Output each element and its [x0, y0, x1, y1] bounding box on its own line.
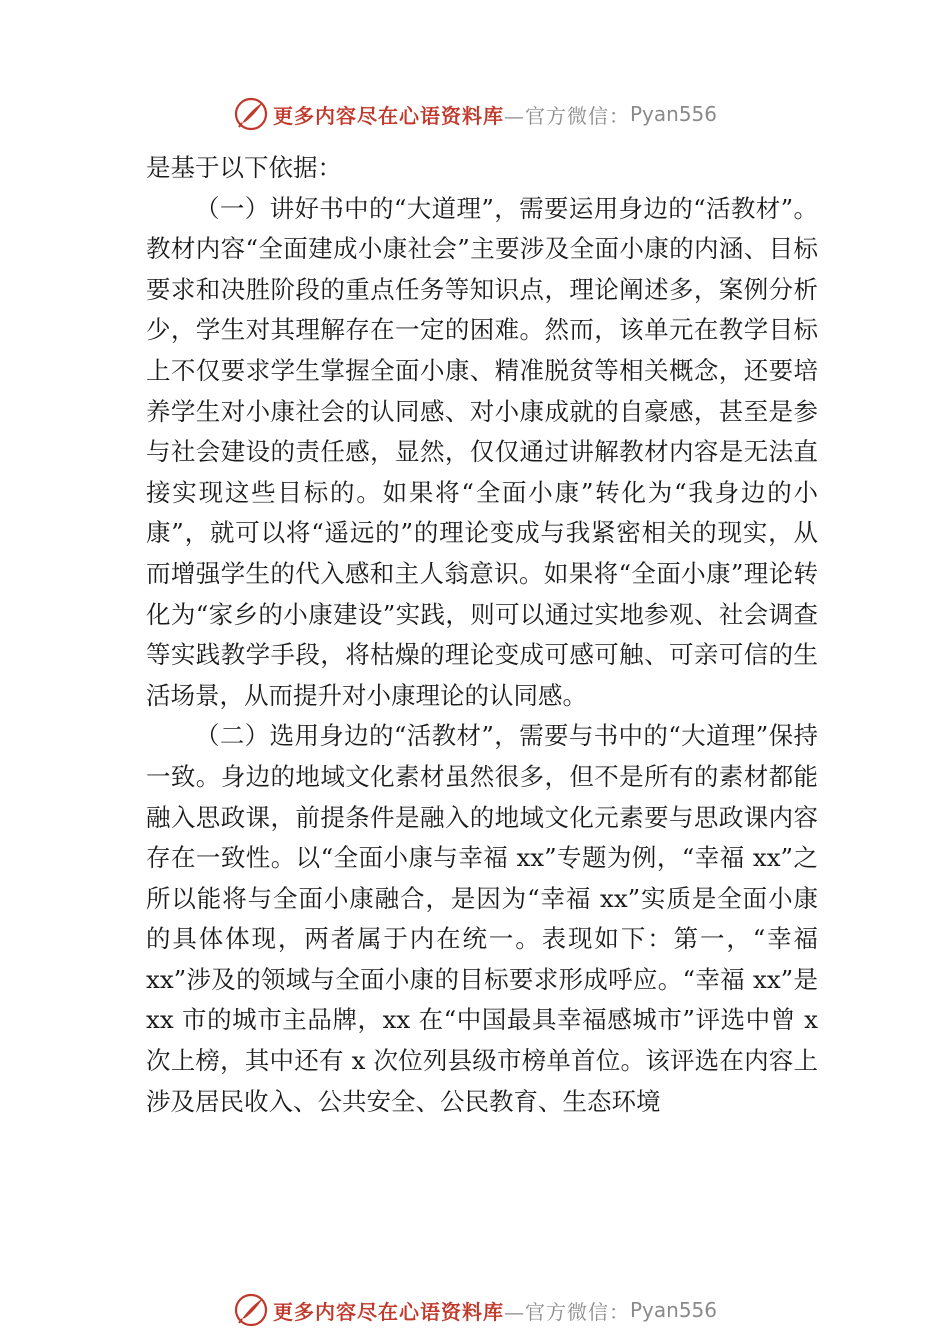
quill-logo-icon — [233, 1292, 269, 1328]
watermark-wechat-label: —官方微信： — [503, 103, 630, 128]
paragraph-section-one: （一）讲好书中的“大道理”，需要运用身边的“活教材”。教材内容“全面建成小康社会”主要涉及全面小康的内涵、目标要求和决胜阶段的重点任务等知识点，理论阐述多，案例分析少，学生对其理解存在一定的困难。然而，该单元在教学目标上不仅要求学生掌握全面小康、精准脱贫等相关概念，还要培养学生对小康社会的认同感、对小康成就的自豪感，甚至是参与社会建设的责任感，显然，仅仅通过讲解教材内容是无法直接实现这些目标的。如果将“全面小康”转化为“我身边的小康”，就可以将“遥远的”的理论变成与我紧密相关的现实，从而增强学生的代入感和主人翁意识。如果将“全面小康”理论转化为“家乡的小康建设”实践，则可以通过实地参观、社会调查等实践教学手段，将枯燥的理论变成可感可触、可亲可信的生活场景，从而提升对小康理论的认同感。 — [146, 193, 818, 710]
watermark-title: 更多内容尽在心语资料库 — [272, 1299, 504, 1324]
paragraph-intro: 是基于以下依据： — [146, 153, 342, 182]
watermark-header — [0, 92, 950, 136]
watermark-wechat-id: Pyan556 — [629, 1298, 717, 1322]
watermark-wechat-id: Pyan556 — [629, 102, 717, 126]
quill-logo-icon — [233, 96, 269, 132]
watermark-footer — [0, 1288, 950, 1332]
watermark-title: 更多内容尽在心语资料库 — [272, 103, 504, 128]
paragraph-section-two: （二）选用身边的“活教材”，需要与书中的“大道理”保持一致。身边的地域文化素材虽然很多，但不是所有的素材都能融入思政课，前提条件是融入的地域文化元素要与思政课内容存在一致性。以“全面小康与幸福 xx”专题为例，“幸福 xx”之所以能将与全面小康融合，是因为“幸福 xx”实质是全面小康的具体体现，两者属于内在统一。表现如下：第一，“幸福 xx”涉及的领域与全面小康的目标要求形成呼应。“幸福 xx”是 xx 市的城市主品牌，xx 在“中国最具幸福感城市”评选中曾 x 次上榜，其中还有 x 次位列县级市榜单首位。该评选在内容上涉及居民收入、公共安全、公民教育、生态环境 — [146, 721, 818, 1116]
watermark-wechat-label: —官方微信： — [503, 1299, 630, 1324]
document-body — [146, 148, 818, 1122]
